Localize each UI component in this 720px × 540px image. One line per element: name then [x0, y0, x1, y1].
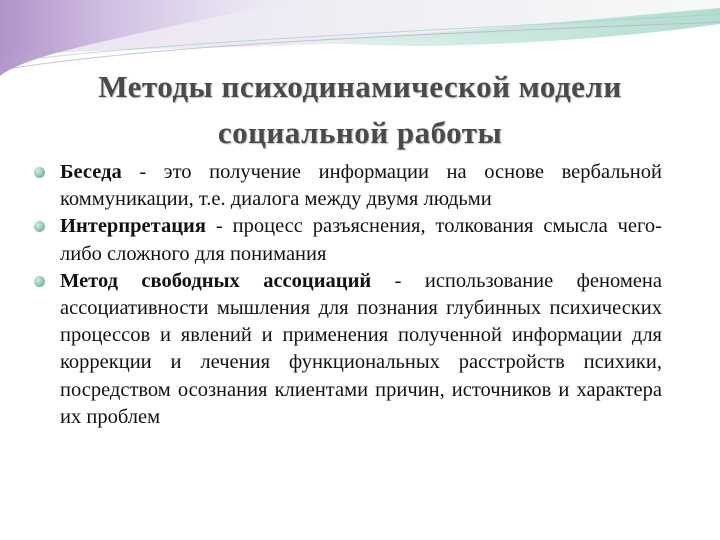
term-free-association: Метод свободных ассоциаций — [60, 269, 372, 292]
definition-beseda: - это получение информации на основе вербальной коммуникации, т.е. диалога между двумя людьми — [60, 161, 662, 211]
slide-title-line-2: социальной работы — [217, 115, 503, 150]
definition-interpretatsiya: - процесс разъяснения, толкования смысла чего-либо сложного для понимания — [60, 215, 662, 265]
slide-title — [40, 64, 680, 156]
list-item-interpretatsiya — [30, 213, 662, 267]
bullet-icon — [34, 167, 45, 178]
term-interpretatsiya: Интерпретация — [60, 215, 206, 238]
list-item-free-association — [30, 268, 662, 431]
slide-title-line-1: Методы психодинамической модели — [98, 69, 622, 104]
term-beseda: Беседа — [60, 161, 122, 183]
definition-free-association: - использование феномена ассоциативности мышления для познания глубинных психических процессов и явлений и применения полученной информации для коррекции и лечения функциональных расстройств психики, посредством осознания клиентами причин, источников и характера их проблем — [60, 269, 662, 428]
bullet-icon — [34, 276, 45, 287]
list-item-beseda — [30, 159, 662, 213]
bullet-list — [30, 159, 662, 431]
bullet-icon — [34, 221, 45, 232]
